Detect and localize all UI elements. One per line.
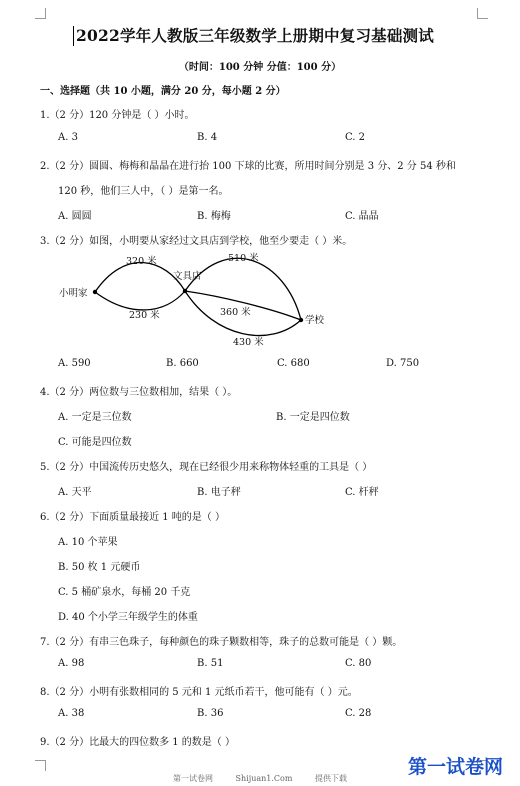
q6-option-c[interactable]: C. 5 桶矿泉水，每桶 20 千克 <box>58 587 191 598</box>
footer-site-url[interactable]: Shijuan1.Com <box>235 774 293 783</box>
text-cursor <box>73 26 74 46</box>
question-5: 5.（2 分）中国流传历史悠久，现在已经很少用来称物体轻重的工具是（ ） <box>40 462 373 473</box>
school-dot <box>299 318 303 322</box>
q2-option-c[interactable]: C. 晶晶 <box>345 211 379 222</box>
label-home: 小明家 <box>59 288 88 299</box>
q4-option-a[interactable]: A. 一定是三位数 <box>58 412 132 423</box>
crop-mark-top-right <box>477 8 488 19</box>
question-1: 1.（2 分）120 分钟是（ ）小时。 <box>40 110 195 121</box>
q7-option-c[interactable]: C. 80 <box>345 658 372 669</box>
label-store: 文具店 <box>173 271 202 282</box>
question-2: 2.（2 分）圆圆、梅梅和晶晶在进行抬 100 下球的比赛，所用时间分别是 3 分、2 分 54 秒和 <box>40 161 456 172</box>
q4-option-c[interactable]: C. 可能是四位数 <box>58 437 132 448</box>
question-7: 7.（2 分）有串三色珠子，每种颜色的珠子颗数相等，珠子的总数可能是（ ）颗。 <box>40 637 403 648</box>
q3-option-b[interactable]: B. 660 <box>166 358 199 369</box>
q5-option-c[interactable]: C. 杆秤 <box>345 487 379 498</box>
q3-option-d[interactable]: D. 750 <box>386 358 420 369</box>
store-dot <box>183 289 187 293</box>
path-home-store-230 <box>95 291 185 310</box>
crop-mark-bottom-left <box>35 760 46 771</box>
page-title: 2022学年人教版三年级数学上册期中复习基础测试 <box>76 26 434 45</box>
q1-option-c[interactable]: C. 2 <box>345 132 366 143</box>
label-320: 320 米 <box>126 256 157 267</box>
crop-mark-top-left <box>35 8 46 19</box>
footer-site-name: 第一试卷网 <box>173 774 213 783</box>
q1-option-b[interactable]: B. 4 <box>197 132 218 143</box>
q6-option-b[interactable]: B. 50 枚 1 元硬币 <box>58 562 141 573</box>
question-9: 9.（2 分）比最大的四位数多 1 的数是（ ） <box>40 737 235 748</box>
q1-option-a[interactable]: A. 3 <box>58 132 78 143</box>
label-school: 学校 <box>305 315 325 326</box>
q6-option-d[interactable]: D. 40 个小学三年级学生的体重 <box>58 612 198 623</box>
route-diagram <box>55 248 355 348</box>
label-430: 430 米 <box>233 337 264 348</box>
q7-option-b[interactable]: B. 51 <box>197 658 224 669</box>
q6-option-a[interactable]: A. 10 个苹果 <box>58 537 118 548</box>
label-360: 360 米 <box>220 307 251 318</box>
q8-option-a[interactable]: A. 38 <box>58 708 85 719</box>
question-2-cont: 120 秒，他们三人中，（ ）是第一名。 <box>58 186 229 197</box>
site-watermark: 第一试卷网 <box>408 756 504 778</box>
home-dot <box>93 290 97 294</box>
q7-option-a[interactable]: A. 98 <box>58 658 85 669</box>
q5-option-a[interactable]: A. 天平 <box>58 487 92 498</box>
q8-option-b[interactable]: B. 36 <box>197 708 224 719</box>
question-6: 6.（2 分）下面质量最接近 1 吨的是（ ） <box>40 512 225 523</box>
q3-option-a[interactable]: A. 590 <box>58 358 91 369</box>
q2-option-a[interactable]: A. 圆圆 <box>58 211 92 222</box>
question-4: 4.（2 分）两位数与三位数相加，结果（ ）。 <box>40 387 238 398</box>
q8-option-c[interactable]: C. 28 <box>345 708 372 719</box>
label-510: 510 米 <box>228 253 259 264</box>
question-8: 8.（2 分）小明有张数相同的 5 元和 1 元纸币若干，他可能有（ ）元。 <box>40 687 358 698</box>
question-3: 3.（2 分）如图，小明要从家经过文具店到学校，他至少要走（ ）米。 <box>40 236 353 247</box>
q2-option-b[interactable]: B. 梅梅 <box>197 211 231 222</box>
label-230: 230 米 <box>129 310 160 321</box>
section-heading: 一、选择题（共 10 小题，满分 20 分，每小题 2 分） <box>40 86 286 97</box>
q3-option-c[interactable]: C. 680 <box>277 358 310 369</box>
q4-option-b[interactable]: B. 一定是四位数 <box>276 412 350 423</box>
q5-option-b[interactable]: B. 电子秤 <box>197 487 241 498</box>
exam-info: （时间：100 分钟 分值：100 分） <box>178 62 342 73</box>
footer-note: 提供下载 <box>315 774 347 783</box>
